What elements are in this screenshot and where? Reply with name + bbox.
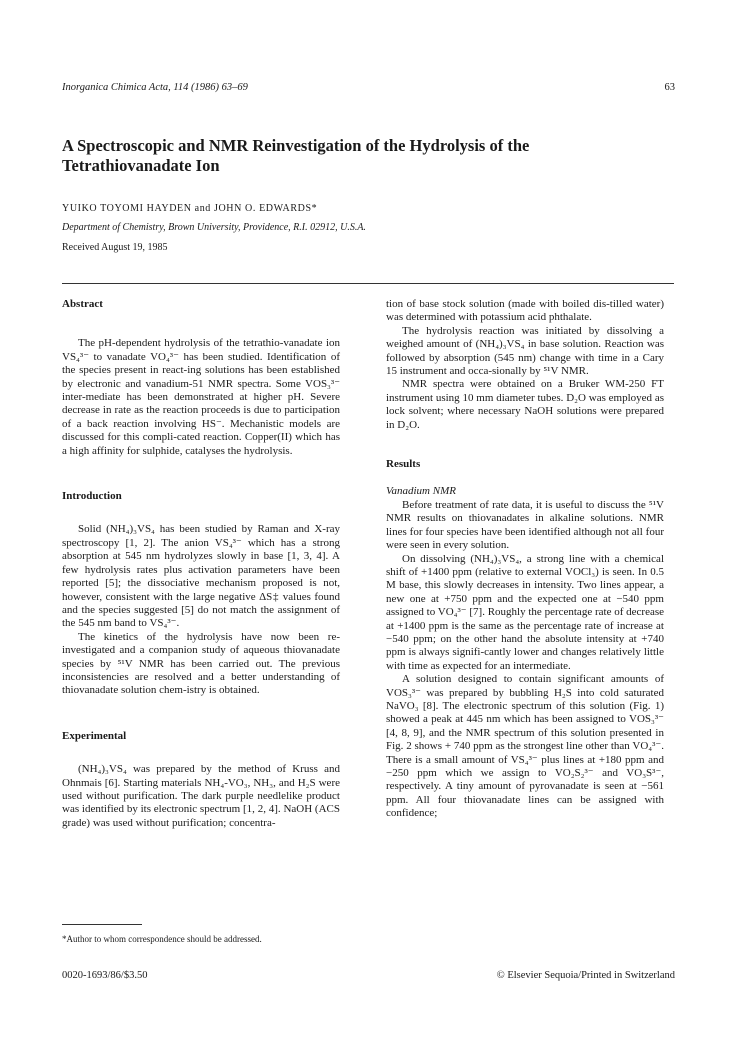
results-paragraph-2: On dissolving (NH₄)₃VS₄, a strong line with a chemical shift of +1400 ppm (relative to external VOCl₃) is seen. In 0.5 M base, this slowly decreases in intensity. Two lines appear, a new one at +750 ppm and the expected one at −540 ppm assigned to VO₄³⁻ [7]. Roughly the percentage rate of decrease at +1400 ppm is the same as the percentage rate of increase at −540 ppm; on the other hand the absolute intensity at +740 ppm is always signifi-cantly lower and changes relatively little with time as expected for an intermediate. (386, 552, 664, 672)
issn-code: 0020-1693/86/$3.50 (62, 970, 148, 981)
introduction-paragraph-1: Solid (NH₄)₃VS₄ has been studied by Raman and X-ray spectroscopy [1, 2]. The anion VS₄³⁻ which has a strong absorption at 545 nm hydrolyzes slowly in base [1, 3, 4]. A few hydrolysis rates plus activation parameters have been reported [5]; the dissociative mechanism proposed is not, however, consistent with the large negative ΔS‡ values found and the species suggested [5] do not match the assignment of the 545 nm band to VS₄³⁻. (62, 523, 340, 630)
introduction-heading: Introduction (62, 490, 122, 503)
introduction-paragraph-2: The kinetics of the hydrolysis have now been re-investigated and a companion study of aqueous thiovanadate species by ⁵¹V NMR has been carried out. The previous inconsistencies are resolved and a better understanding of thiovanadate solution chem-istry is obtained. (62, 630, 340, 697)
header-divider (62, 283, 674, 284)
page-number: 63 (664, 82, 675, 93)
right-column (386, 298, 664, 821)
results-paragraph-1: Before treatment of rate data, it is useful to discuss the ⁵¹V NMR results on thiovanadates in alkaline solutions. NMR lines for four species have been identified although not all four were seen in every solution. (386, 498, 664, 552)
running-head (62, 82, 675, 93)
journal-citation: Inorganica Chimica Acta, 114 (1986) 63–69 (62, 82, 248, 93)
authors: YUIKO TOYOMI HAYDEN and JOHN O. EDWARDS* (62, 203, 318, 214)
left-column (62, 298, 340, 830)
abstract-heading: Abstract (62, 298, 103, 310)
footnote: *Author to whom correspondence should be addressed. (62, 934, 262, 944)
experimental-paragraph-3: NMR spectra were obtained on a Bruker WM-250 FT instrument using 10 mm diameter tubes. D₂O was employed as lock solvent; where necessary NaOH solutions were prepared in D₂O. (386, 378, 664, 431)
received-date: Received August 19, 1985 (62, 242, 168, 253)
abstract-text: The pH-dependent hydrolysis of the tetrathio-vanadate ion VS₄³⁻ to vanadate VO₄³⁻ has been studied. Identification of the species present in react-ing solutions has been established by electronic and vanadium-51 NMR spectra. Some VOS₃³⁻ inter-mediate has been demonstrated at higher pH. Severe decrease in rate as the reaction proceeds is due to participation of a back reaction involving HS⁻. Mechanistic models are discussed for this compli-cated reaction. Copper(II) which has a high affinity for sulphide, catalyses the hydrolysis. (62, 337, 340, 457)
article-title: A Spectroscopic and NMR Reinvestigation of the Hydrolysis of the Tetrathiovanadate Ion (62, 136, 530, 175)
footnote-divider (62, 924, 142, 925)
vanadium-nmr-subheading: Vanadium NMR (386, 485, 456, 498)
publisher-line: © Elsevier Sequoia/Printed in Switzerland (496, 970, 675, 981)
experimental-paragraph-1-continued: tion of base stock solution (made with boiled dis-tilled water) was determined with potassium acid phthalate. (386, 298, 664, 324)
experimental-paragraph-1: (NH₄)₃VS₄ was prepared by the method of Kruss and Ohnmais [6]. Starting materials NH₄-VO₃, NH₃, and H₂S were used without purification. The dark purple needlelike product was identified by its electronic spectrum [1, 2, 4]. NaOH (ACS grade) was used without purification; concentra- (62, 763, 340, 829)
results-paragraph-3: A solution designed to contain significant amounts of VOS₃³⁻ was prepared by bubbling H₂S into cold saturated NaVO₃ [8]. The electronic spectrum of this solution (Fig. 1) showed a peak at 445 nm which has been assigned to VOS₃³⁻ [4, 8, 9], and the NMR spectrum of this solution presented in Fig. 2 shows + 740 ppm as the strongest line other than VO₄³⁻. There is a small amount of VS₄³⁻ plus lines at +180 ppm and −250 ppm which we assign to VO₂S₂³⁻ and VO₃S³⁻, respectively. A tiny amount of pyrovanadate is seen at −561 ppm. All four thiovanadate lines can be assigned with confidence; (386, 673, 664, 820)
affiliation: Department of Chemistry, Brown University, Providence, R.I. 02912, U.S.A. (62, 222, 366, 233)
experimental-paragraph-2: The hydrolysis reaction was initiated by dissolving a weighed amount of (NH₄)₃VS₄ in base solution. Reaction was followed by absorption (545 nm) change with time in a Cary 15 instrument and occa-sionally by ⁵¹V NMR. (386, 324, 664, 378)
results-heading: Results (386, 458, 421, 471)
experimental-heading: Experimental (62, 729, 127, 742)
